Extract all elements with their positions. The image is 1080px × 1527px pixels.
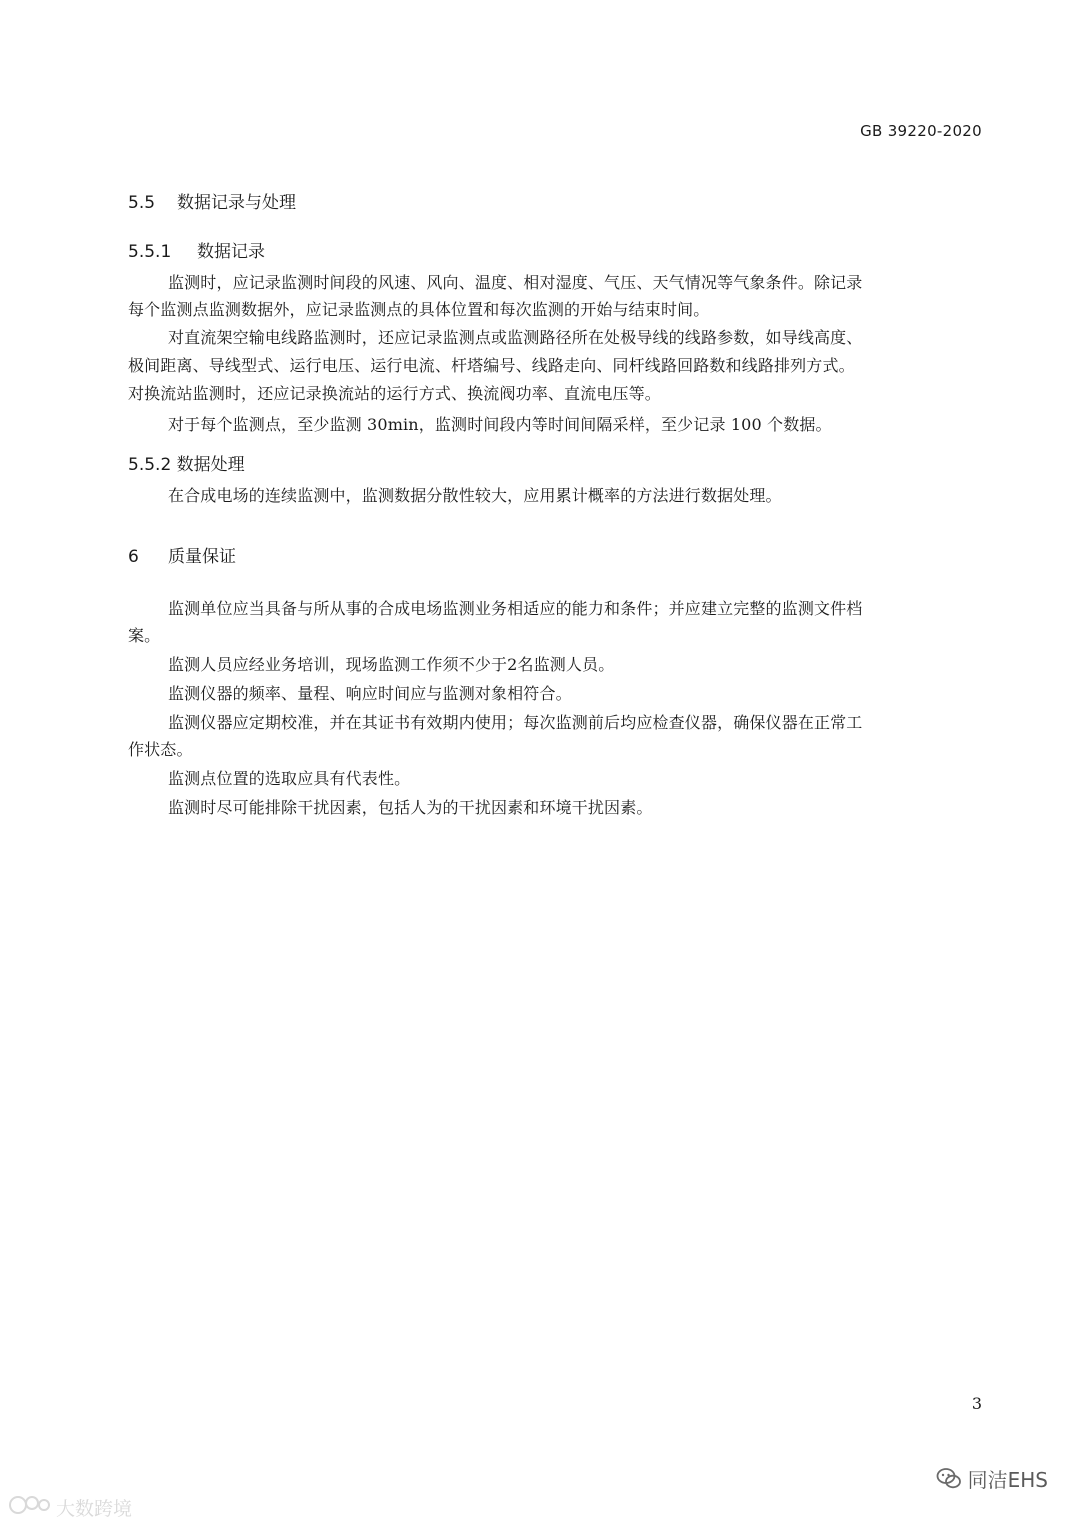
section-6-heading [128,542,236,567]
paragraph-line: 在合成电场的连续监测中，监测数据分散性较大，应用累计概率的方法进行数据处理。 [168,486,782,505]
paragraph-line: 极间距离、导线型式、运行电压、运行电流、杆塔编号、线路走向、同杆线路回路数和线路排列方式。 [128,356,855,375]
paragraph-line: 监测仪器的频率、量程、响应时间应与监测对象相符合。 [168,684,572,703]
paragraph-line: 对换流站监测时，还应记录换流站的运行方式、换流阀功率、直流电压等。 [128,384,661,403]
heading-title: 质量保证 [168,547,236,567]
page-number: 3 [971,1394,982,1413]
paragraph-line: 监测时尽可能排除干扰因素，包括人为的干扰因素和环境干扰因素。 [168,798,653,817]
heading-number: 5.5.1 [128,242,172,262]
paragraph-line: 监测时，应记录监测时间段的风速、风向、温度、相对湿度、气压、天气情况等气象条件。除记录 [168,273,863,292]
paragraph-line: 监测人员应经业务培训，现场监测工作须不少于2名监测人员。 [168,655,615,674]
wechat-icon [936,1466,962,1492]
paragraph-line: 作状态。 [128,740,193,759]
paragraph-line: 每个监测点监测数据外，应记录监测点的具体位置和每次监测的开始与结束时间。 [128,300,710,319]
heading-number: 5.5 [128,193,156,213]
paragraph-line: 对于每个监测点，至少监测 30min，监测时间段内等时间间隔采样，至少记录 100 个数据。 [168,415,832,434]
chat-bubbles-icon [8,1493,52,1522]
paragraph-line: 监测单位应当具备与所从事的合成电场监测业务相适应的能力和条件；并应建立完整的监测文件档 [168,599,863,618]
standard-code: GB 39220-2020 [860,122,982,140]
watermark-right [936,1464,1048,1493]
section-5-5-2-heading: 5.5.2 数据处理 [128,455,245,475]
heading-title: 数据记录与处理 [177,193,296,213]
heading-title: 数据记录 [197,242,265,262]
paragraph-line: 监测仪器应定期校准，并在其证书有效期内使用；每次监测前后均应检查仪器，确保仪器在正常工 [168,713,863,732]
watermark-right-text: 同洁EHS [967,1468,1048,1492]
paragraph-line: 对直流架空输电线路监测时，还应记录监测点或监测路径所在处极导线的线路参数，如导线高度、 [168,328,863,347]
section-5-5-1-heading [128,237,265,262]
watermark-left-text: 大数跨境 [56,1498,133,1520]
section-5-5-heading [128,188,296,213]
watermark-left [8,1493,132,1522]
paragraph-line: 监测点位置的选取应具有代表性。 [168,769,411,788]
paragraph-line: 案。 [128,626,161,645]
heading-number: 6 [128,547,139,567]
